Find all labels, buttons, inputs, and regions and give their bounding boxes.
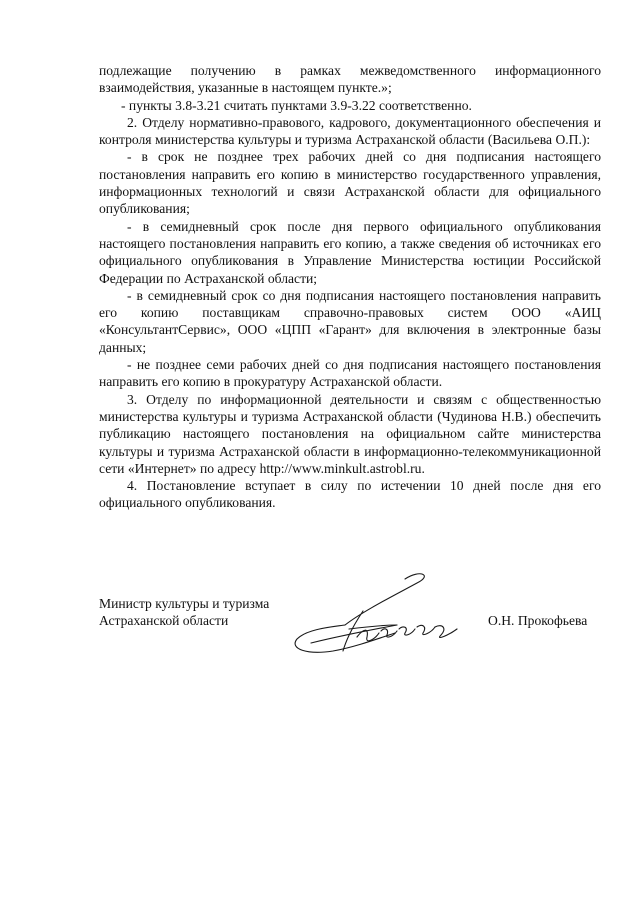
paragraph-item-2-sub-3: - в семидневный срок со дня подписания настоящего постановления направить его копию поставщикам справочно-правовых систем ООО «АИЦ «КонсультантСервис», ООО «ЦПП «Гарант» для включения в электронные базы данных;: [99, 287, 601, 355]
paragraph-renumber-note: - пункты 3.8-3.21 считать пунктами 3.9-3.22 соответственно.: [121, 97, 472, 113]
handwritten-signature: [285, 567, 475, 662]
paragraph-item-3: 3. Отделу по информационной деятельности и связям с общественностью министерства культуры и туризма Астраханской области (Чудинова Н.В.) обеспечить публикацию настоящего постановления на официальном сайте министерства культуры и туризма Астраханской области в информационно-телекоммуникационной сети «Интернет» по адресу http://www.minkult.astrobl.ru.: [99, 391, 601, 476]
signatory-name: О.Н. Прокофьева: [488, 613, 588, 628]
document-body: [99, 62, 601, 512]
paragraph-continuation: подлежащие получению в рамках межведомственного информационного взаимодействия, указанные в настоящем пункте.»;: [99, 63, 601, 96]
signatory-title: Министр культуры и туризма Астраханской области: [99, 596, 270, 629]
paragraph-item-2: 2. Отделу нормативно-правового, кадрового, документационного обеспечения и контроля министерства культуры и туризма Астраханской области (Васильева О.П.):: [99, 114, 601, 148]
paragraph-item-2-sub-1: - в срок не позднее трех рабочих дней со дня подписания настоящего постановления направить его копию в министерство государственного управления, информационных технологий и связи Астраханской области для официального опубликования;: [99, 149, 601, 217]
paragraph-item-2-sub-4: - не позднее семи рабочих дней со дня подписания настоящего постановления направить его копию в прокуратуру Астраханской области.: [99, 357, 601, 390]
paragraph-item-2-sub-2: - в семидневный срок после дня первого официального опубликования настоящего постановления направить его копию, а также сведения об источниках его официального опубликования в Управление Министерства юстиции Российской Федерации по Астраханской области;: [99, 218, 601, 286]
paragraph-item-4: 4. Постановление вступает в силу по истечении 10 дней после дня его официального опубликования.: [99, 478, 601, 511]
